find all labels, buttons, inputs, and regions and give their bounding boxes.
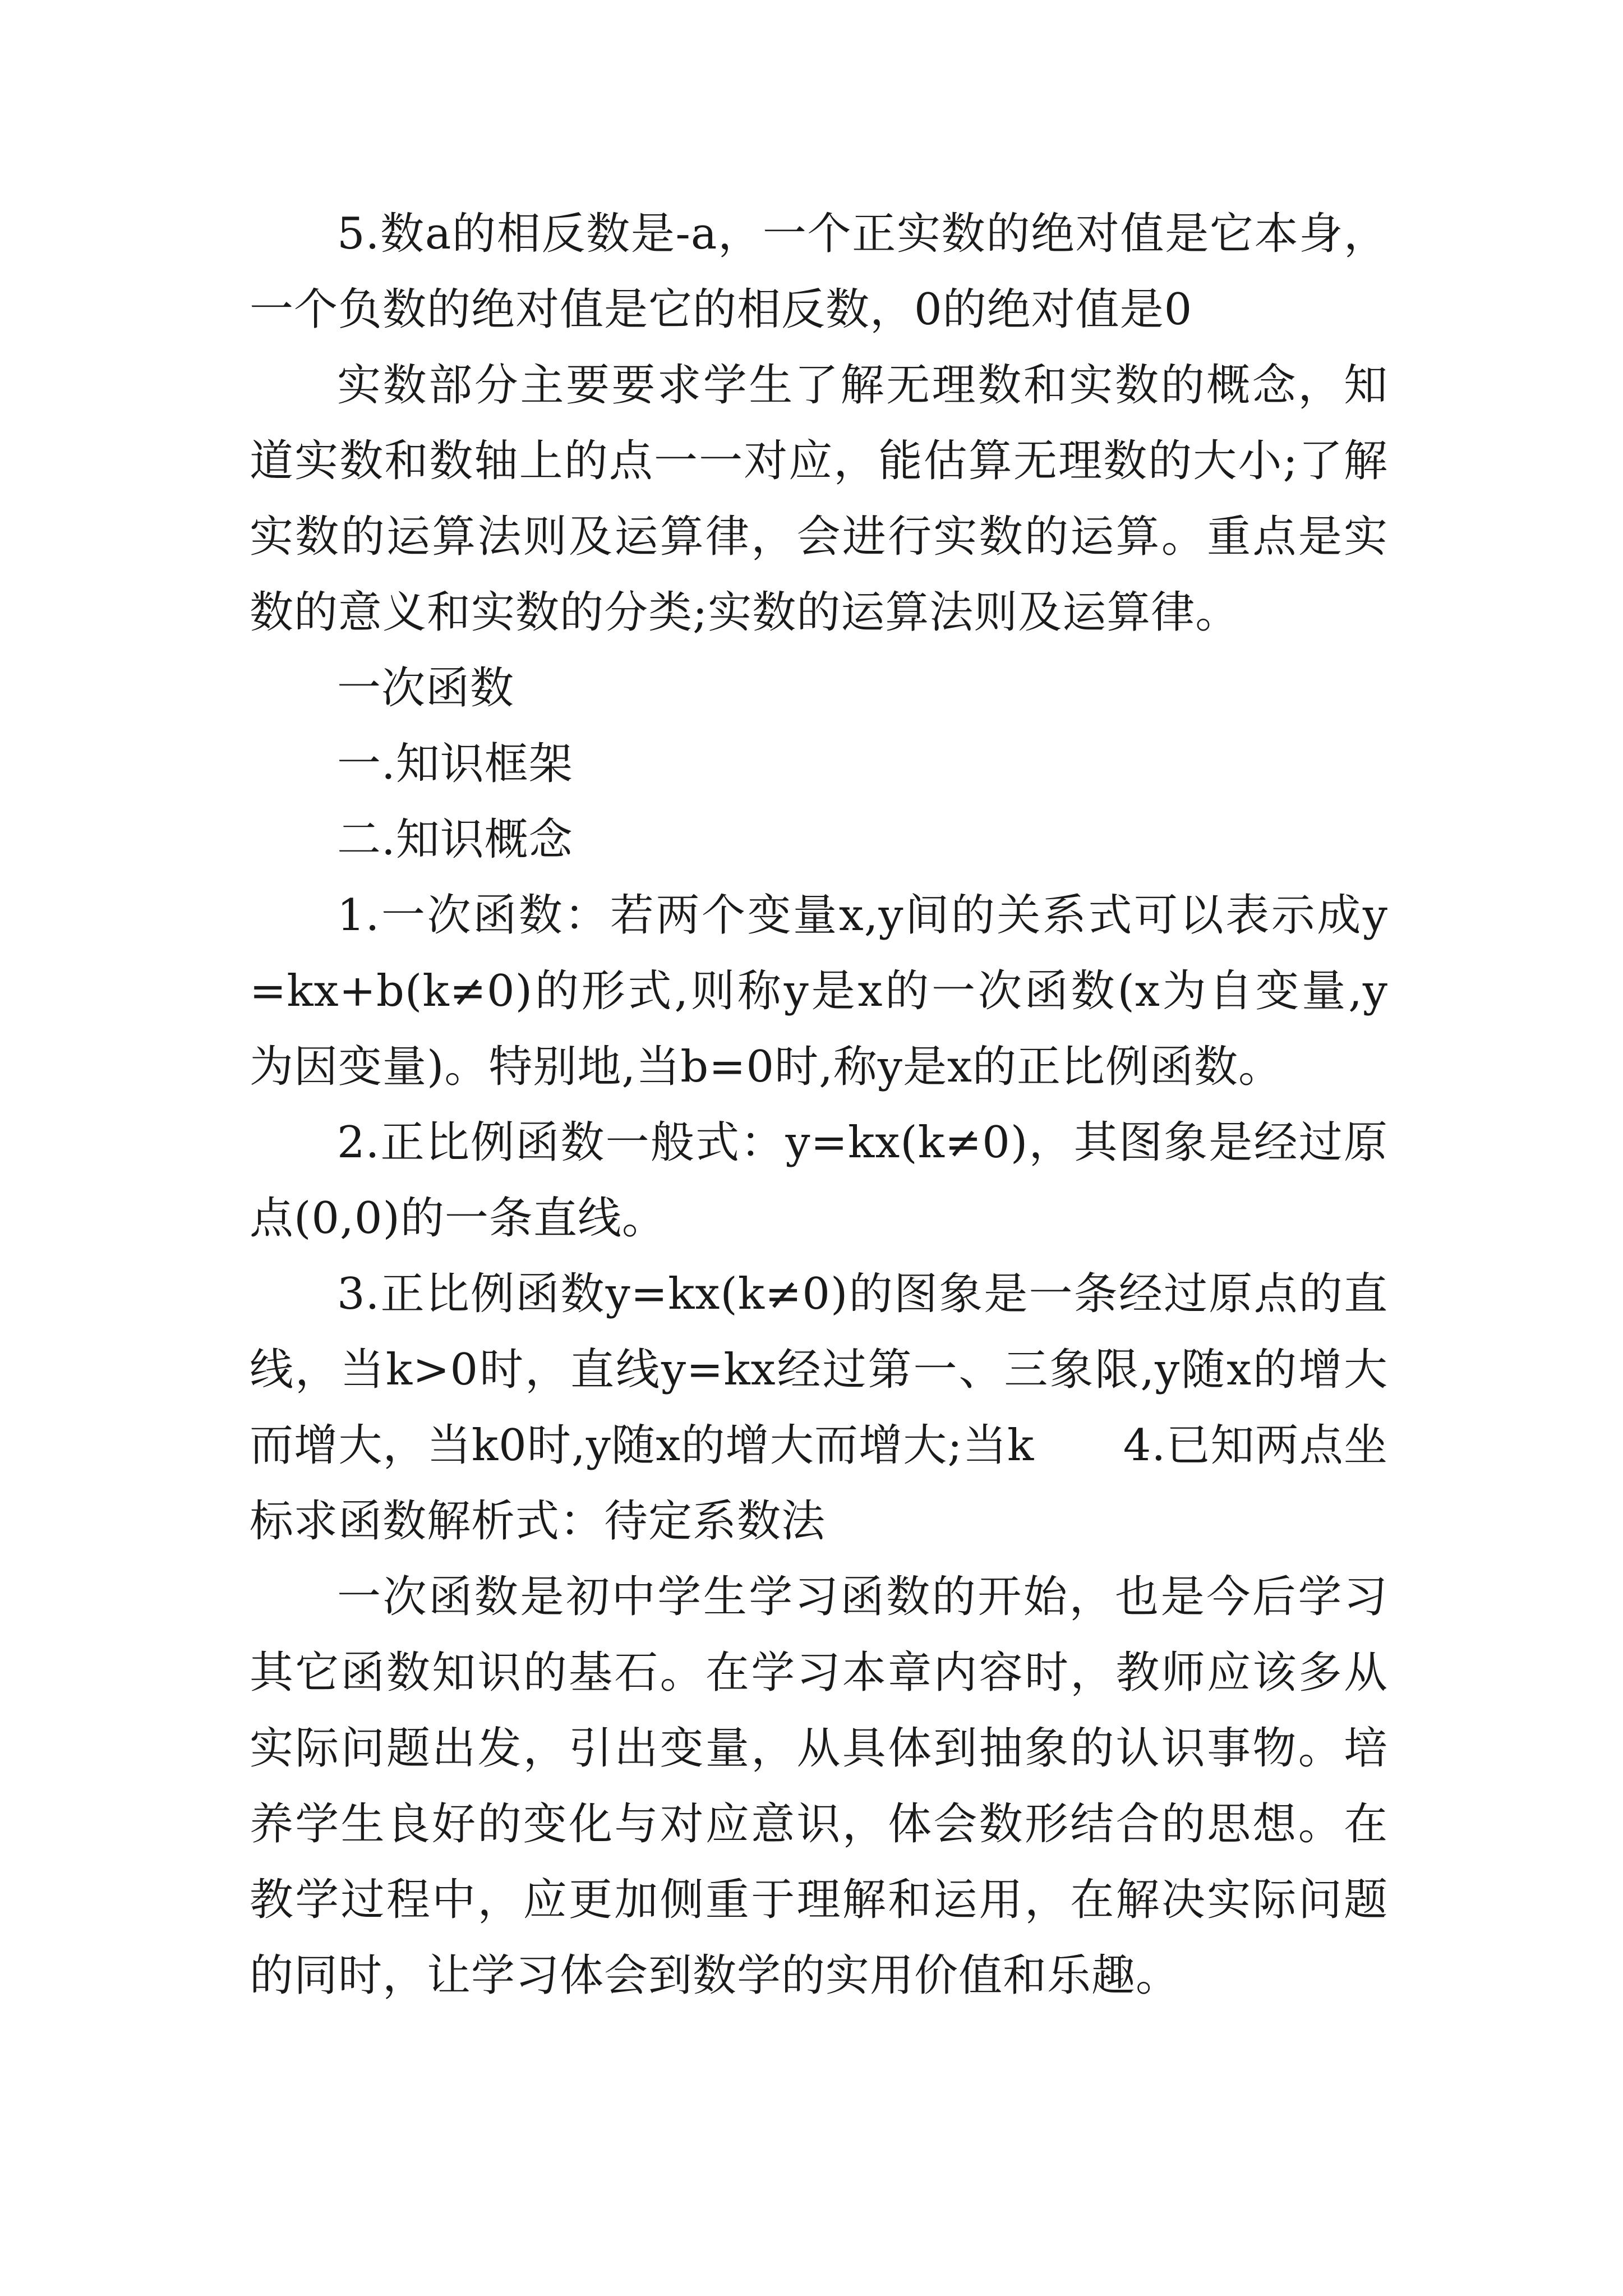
section-title-linear-function: 一次函数 [337,663,515,714]
subsection-knowledge-concepts: 二.知识概念 [337,815,573,865]
paragraph-teaching-summary: 一次函数是初中学生学习函数的开始，也是今后学习其它函数知识的基石。在学习本章内容时，教师应该多从实际问题出发，引出变量，从具体到抽象的认识事物。培养学生良好的变化与对应意识，体会数形结合的思想。在教学过程中，应更加侧重于理解和运用，在解决实际问题的同时，让学习体会到数学的实用价值和乐趣。 [250,1572,1388,2001]
document-page [250,196,1388,2014]
paragraph-real-numbers-summary: 实数部分主要要求学生了解无理数和实数的概念，知道实数和数轴上的点一一对应，能估算无理数的大小;了解实数的运算法则及运算律，会进行实数的运算。重点是实数的意义和实数的分类;实数的运算法则及运算律。 [250,360,1388,638]
paragraph-linear-function-definition: 1.一次函数：若两个变量x,y间的关系式可以表示成y=kx+b(k≠0)的形式,则称y是x的一次函数(x为自变量,y为因变量)。特别地,当b=0时,称y是x的正比例函数。 [250,890,1388,1092]
paragraph-proportional-function-graph: 3.正比例函数y=kx(k≠0)的图象是一条经过原点的直线，当k>0时，直线y=kx经过第一、三象限,y随x的增大而增大，当k0时,y随x的增大而增大;当k 4.已知两点坐标求函数解析式：待定系数法 [250,1269,1388,1547]
subsection-knowledge-framework: 一.知识框架 [337,739,573,789]
paragraph-absolute-value: 5.数a的相反数是-a，一个正实数的绝对值是它本身，一个负数的绝对值是它的相反数，0的绝对值是0 [250,209,1388,335]
paragraph-proportional-function-form: 2.正比例函数一般式：y=kx(k≠0)，其图象是经过原点(0,0)的一条直线。 [250,1117,1388,1244]
